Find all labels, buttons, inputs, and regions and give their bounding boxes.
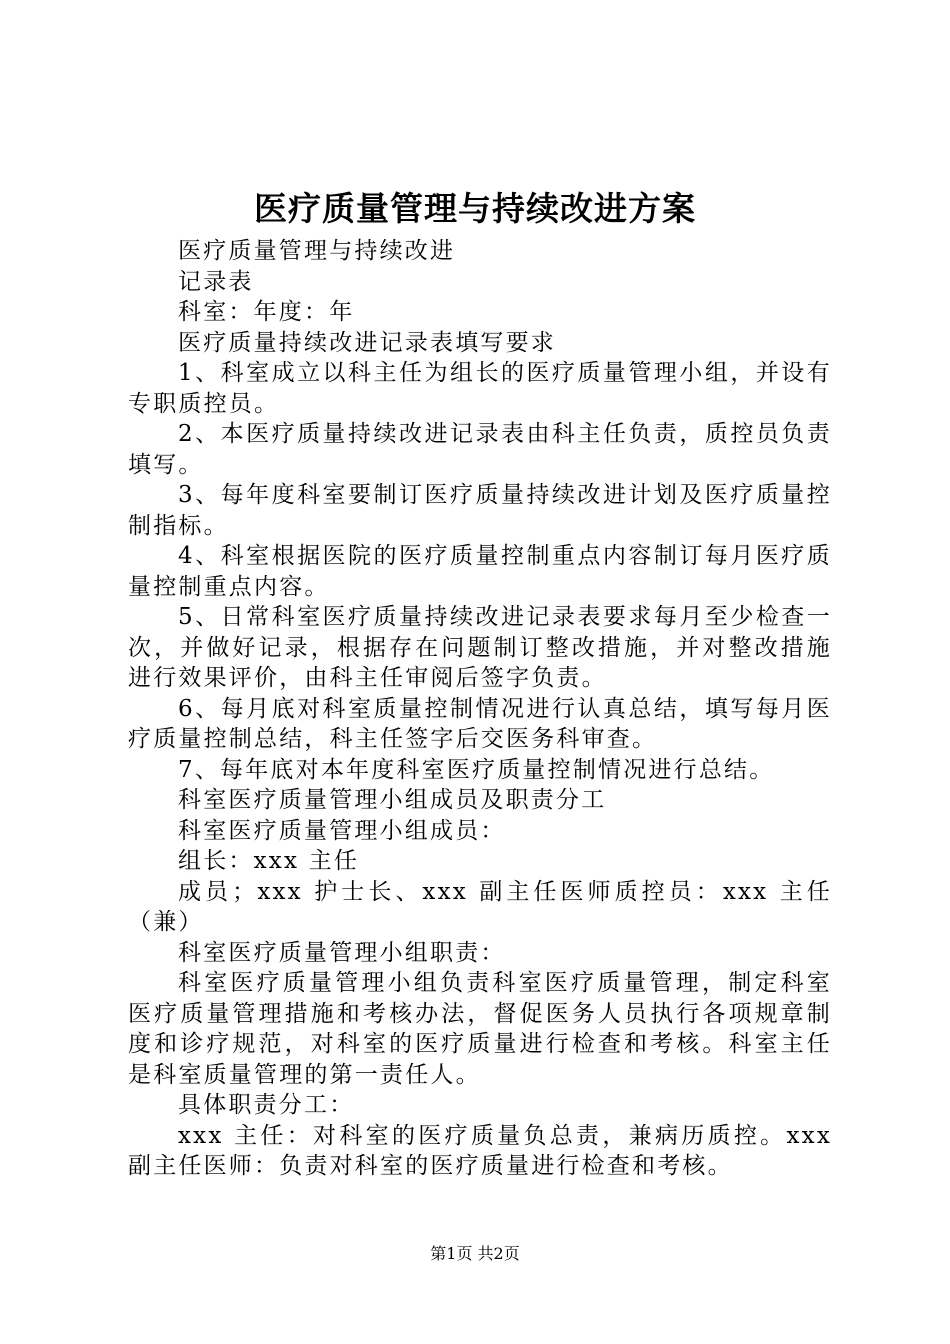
paragraph-duties: 科室医疗质量管理小组负责科室医疗质量管理，制定科室医疗质量管理措施和考核办法，督促医务人员执行各项规章制度和诊疗规范，对科室的医疗质量进行检查和考核。科室主任是科室质量管理的第一责任人。: [128, 970, 832, 1088]
paragraph-item-2: 2、本医疗质量持续改进记录表由科主任负责，质控员负责填写。: [128, 421, 832, 478]
paragraph-heading-2: 记录表: [178, 268, 254, 295]
paragraph-item-1: 1、科室成立以科主任为组长的医疗质量管理小组，并设有专职质控员。: [128, 360, 832, 417]
paragraph-group-heading: 科室医疗质量管理小组成员及职责分工: [178, 787, 607, 813]
paragraph-dept-year: 科室：年度：年: [178, 299, 355, 325]
paragraph-leader: 组长：xxx 主任: [178, 848, 360, 874]
paragraph-heading-1: 医疗质量管理与持续改进: [178, 238, 456, 264]
paragraph-requirements-heading: 医疗质量持续改进记录表填写要求: [178, 329, 556, 356]
page-number: 第1页 共2页: [430, 1244, 520, 1263]
paragraph-item-4: 4、科室根据医院的医疗质量控制重点内容制订每月医疗质量控制重点内容。: [128, 543, 832, 600]
paragraph-members-heading: 科室医疗质量管理小组成员：: [178, 817, 506, 844]
paragraph-item-5: 5、日常科室医疗质量持续改进记录表要求每月至少检查一次，并做好记录，根据存在问题制订整改措施，并对整改措施进行效果评价，由科主任审阅后签字负责。: [128, 604, 832, 691]
paragraph-item-6: 6、每月底对科室质量控制情况进行认真总结，填写每月医疗质量控制总结，科主任签字后交医务科审查。: [128, 695, 832, 752]
paragraph-division-heading: 具体职责分工：: [178, 1092, 355, 1118]
document-body: [128, 236, 832, 1182]
paragraph-item-3: 3、每年度科室要制订医疗质量持续改进计划及医疗质量控制指标。: [128, 482, 832, 539]
paragraph-item-7: 7、每年底对本年度科室医疗质量控制情况进行总结。: [178, 756, 775, 783]
paragraph-duties-heading: 科室医疗质量管理小组职责：: [178, 939, 506, 966]
paragraph-division: xxx 主任：对科室的医疗质量负总责，兼病历质控。xxx 副主任医师：负责对科室的医疗质量进行检查和考核。: [128, 1122, 832, 1179]
paragraph-members: 成员；xxx 护士长、xxx 副主任医师质控员：xxx 主任（兼）: [128, 878, 832, 935]
document-title: 医疗质量管理与持续改进方案: [254, 189, 696, 228]
